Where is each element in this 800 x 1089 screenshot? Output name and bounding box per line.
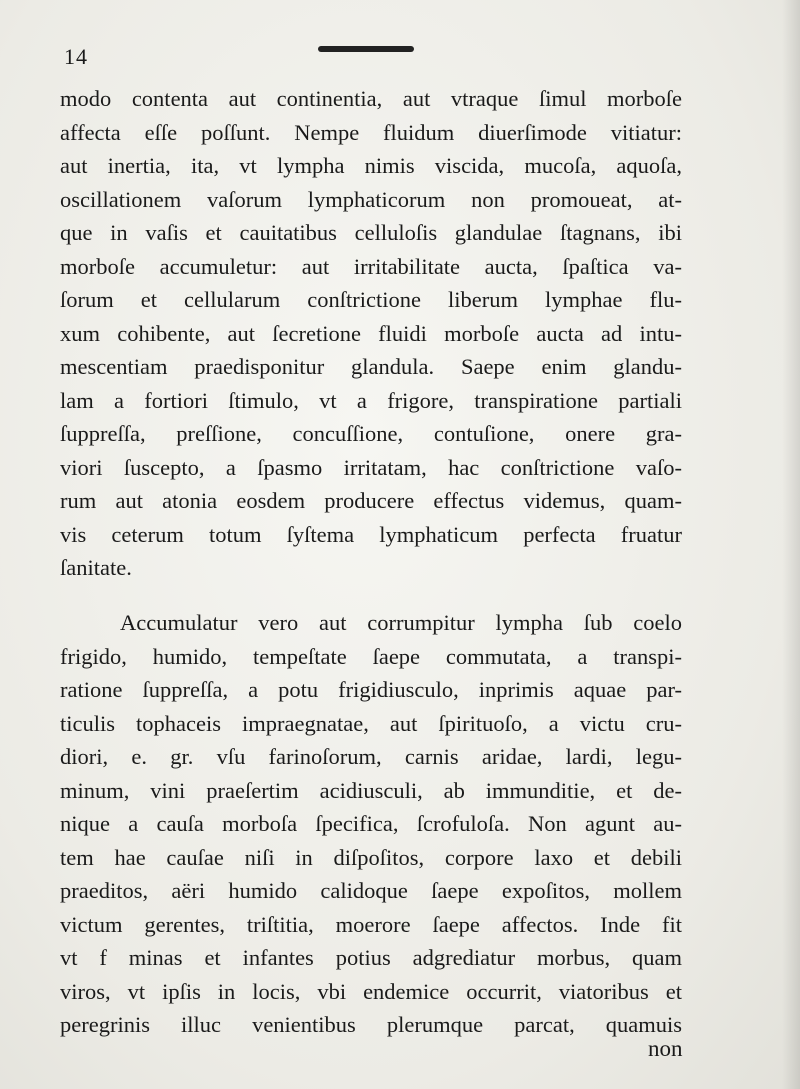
text-line: ſorum et cellularum conſtrictione liberum lymphae flu- [60,287,682,312]
text-line: victum gerentes, triſtitia, moerore ſaepe affectos. Inde fit [60,911,682,937]
text-line: vis ceterum totum ſyſtema lymphaticum perfecta fruatur [60,521,682,547]
text-line: xum cohibente, aut ſecretione fluidi morboſe aucta ad intu- [60,320,682,346]
text-line: diori, e. gr. vſu farinoſorum, carnis aridae, lardi, legu- [60,744,682,769]
page-edge-shadow [782,0,800,1089]
text-line: minum, vini praeſertim acidiusculi, ab immunditie, et de- [60,777,682,803]
text-line: ſuppreſſa, preſſione, concuſſione, contuſione, onere gra- [60,421,682,446]
text-line: praeditos, aëri humido calidoque ſaepe expoſitos, mollem [60,878,682,903]
text-line: affecta eſſe poſſunt. Nempe fluidum diuerſimode vitiatur: [60,119,682,145]
text-line: Accumulatur vero aut corrumpitur lympha ſub coelo [120,610,682,635]
text-line: morboſe accumuletur: aut irritabilitate aucta, ſpaſtica va- [60,253,682,279]
text-line: peregrinis illuc venientibus plerumque parcat, quamuis [60,1012,682,1037]
text-line: tem hae cauſae niſi in diſpoſitos, corpore laxo et debili [60,844,682,870]
catchword: non [648,1036,683,1061]
paragraph-2 [60,606,682,1042]
text-line: ticulis tophaceis impraegnatae, aut ſpirituoſo, a victu cru- [60,710,682,736]
text-line: ſanitate. [60,555,132,580]
page-number: 14 [64,44,88,69]
paragraph-1 [60,82,682,585]
text-line: mescentiam praedisponitur glandula. Saepe enim glandu- [60,354,682,379]
text-line: que in vaſis et cauitatibus celluloſis glandulae ſtagnans, ibi [60,220,682,245]
text-line: aut inertia, ita, vt lympha nimis viscida, mucoſa, aquoſa, [60,153,682,178]
header-rule [318,46,414,52]
text-line: nique a cauſa morboſa ſpecifica, ſcrofuloſa. Non agunt au- [60,811,682,836]
text-line: lam a fortiori ſtimulo, vt a frigore, transpiratione partiali [60,387,682,413]
text-line: oscillationem vaſorum lymphaticorum non promoueat, at- [60,186,682,212]
text-line: modo contenta aut continentia, aut vtraque ſimul morboſe [60,86,682,111]
text-line: frigido, humido, tempeſtate ſaepe commutata, a transpi- [60,643,682,669]
text-line: vt f minas et infantes potius adgrediatur morbus, quam [60,945,682,970]
text-line: viori ſuscepto, a ſpasmo irritatam, hac conſtrictione vaſo- [60,454,682,480]
text-line: viros, vt ipſis in locis, vbi endemice occurrit, viatoribus et [60,978,682,1004]
text-line: rum aut atonia eosdem producere effectus videmus, quam- [60,488,682,513]
text-line: ratione ſuppreſſa, a potu frigidiusculo, inprimis aquae par- [60,677,682,702]
